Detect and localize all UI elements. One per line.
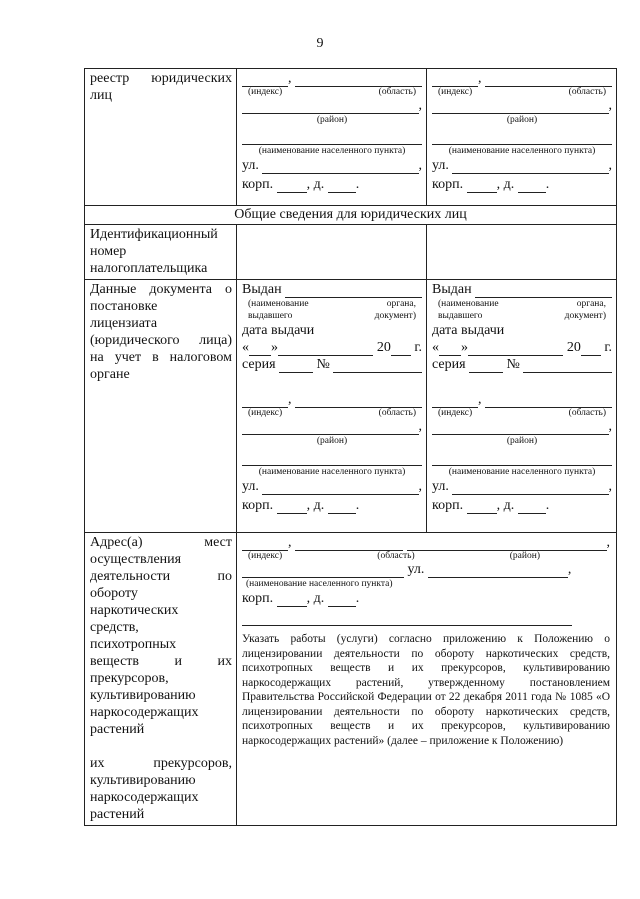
registry-label: реестр юридических лиц <box>85 69 237 206</box>
tax-label: Данные документа о постановке лицензиата (юридического лица) на учет в налоговом органе <box>85 280 237 533</box>
street-label: ул. <box>432 158 449 173</box>
district-caption: (район) <box>506 115 538 125</box>
region-caption: (область) <box>568 87 606 97</box>
activity-row <box>85 533 617 826</box>
inn-row <box>85 225 617 280</box>
index-caption: (индекс) <box>438 87 473 97</box>
number-label: № <box>316 357 330 372</box>
registry-row <box>85 69 617 206</box>
district-caption: (район) <box>316 115 348 125</box>
page-number: 9 <box>316 36 324 51</box>
registry-address-col-2: , (индекс) (область) , (район) (наименование населенного пункта) ул. , корп. , д. . <box>427 69 617 206</box>
locality-caption: (наименование населенного пункта) <box>448 146 596 156</box>
index-caption: (индекс) <box>248 87 283 97</box>
issue-date-label: дата выдачи <box>242 323 315 338</box>
section-row <box>85 206 617 225</box>
license-form-table <box>84 68 617 826</box>
series-label: серия <box>242 357 276 372</box>
corp-label: корп. <box>242 177 274 192</box>
street-label: ул. <box>242 158 259 173</box>
house-label: д. <box>313 177 325 192</box>
activity-instruction: Указать работы (услуги) согласно приложению к Положению о лицензировании деятельности по обороту наркотических средств, психотропных веществ и их прекурсоров, культивированию наркосодержащих растений, утвержденному постановлением Правительства Российской Федерации от 22 декабря 2011 года № 1085 «О лицензировании деятельности по обороту наркотических средств, психотропных веществ и их прекурсоров, культивированию наркосодержащих растений» (далее – приложение к Положению) <box>242 633 610 747</box>
issued-label: Выдан <box>242 282 282 297</box>
activity-content: , , (индекс) (область) (район) ул. , (наименование населенного пункта) корп. , д. . Указать работы (услуги) согласно приложению к Положению о лицензировании деятельности по обороту наркотических средств, психотропных веществ и их прекурсоров, культивированию наркосодержащих растений, утвержденному постановлением Правительства Российской Федерации от 22 декабря 2011 года № 1085 «О лицензировании деятельности по обороту наркотических средств, психотропных веществ и их прекурсоров, культивированию наркосодержащих растений» (далее – приложение к Положению) <box>237 533 617 826</box>
tax-col-2: Выдан (наименование органа, выдавшего документ) дата выдачи « » 20 г. серия № , (индекс) (область) , (район) (наименование населенного пункта) ул. , корп. , д. . <box>427 280 617 533</box>
inn-value-col-2[interactable] <box>427 225 617 280</box>
house-label: д. <box>503 177 515 192</box>
inn-label: Идентификационный номер налогоплательщика <box>85 225 237 280</box>
section-title: Общие сведения для юридических лиц <box>85 206 617 225</box>
corp-label: корп. <box>432 177 464 192</box>
tax-col-1: Выдан (наименование органа, выдавшего документ) дата выдачи « » 20 г. серия № , (индекс) (область) , (район) (наименование населенного пункта) ул. , корп. , д. . <box>237 280 427 533</box>
locality-caption: (наименование населенного пункта) <box>258 146 406 156</box>
tax-row <box>85 280 617 533</box>
registry-address-col-1: , (индекс) (область) , (район) (наименование населенного пункта) ул. , корп. , д. . <box>237 69 427 206</box>
inn-value-col-1[interactable] <box>237 225 427 280</box>
region-caption: (область) <box>378 87 416 97</box>
activity-label: Адрес(а) мест осуществления деятельности по обороту наркотических средств, психотропных веществ и их прекурсоров, культивированию наркосодержащих растений их прекурсоров, культивированию наркосодержащих растений <box>85 533 237 826</box>
